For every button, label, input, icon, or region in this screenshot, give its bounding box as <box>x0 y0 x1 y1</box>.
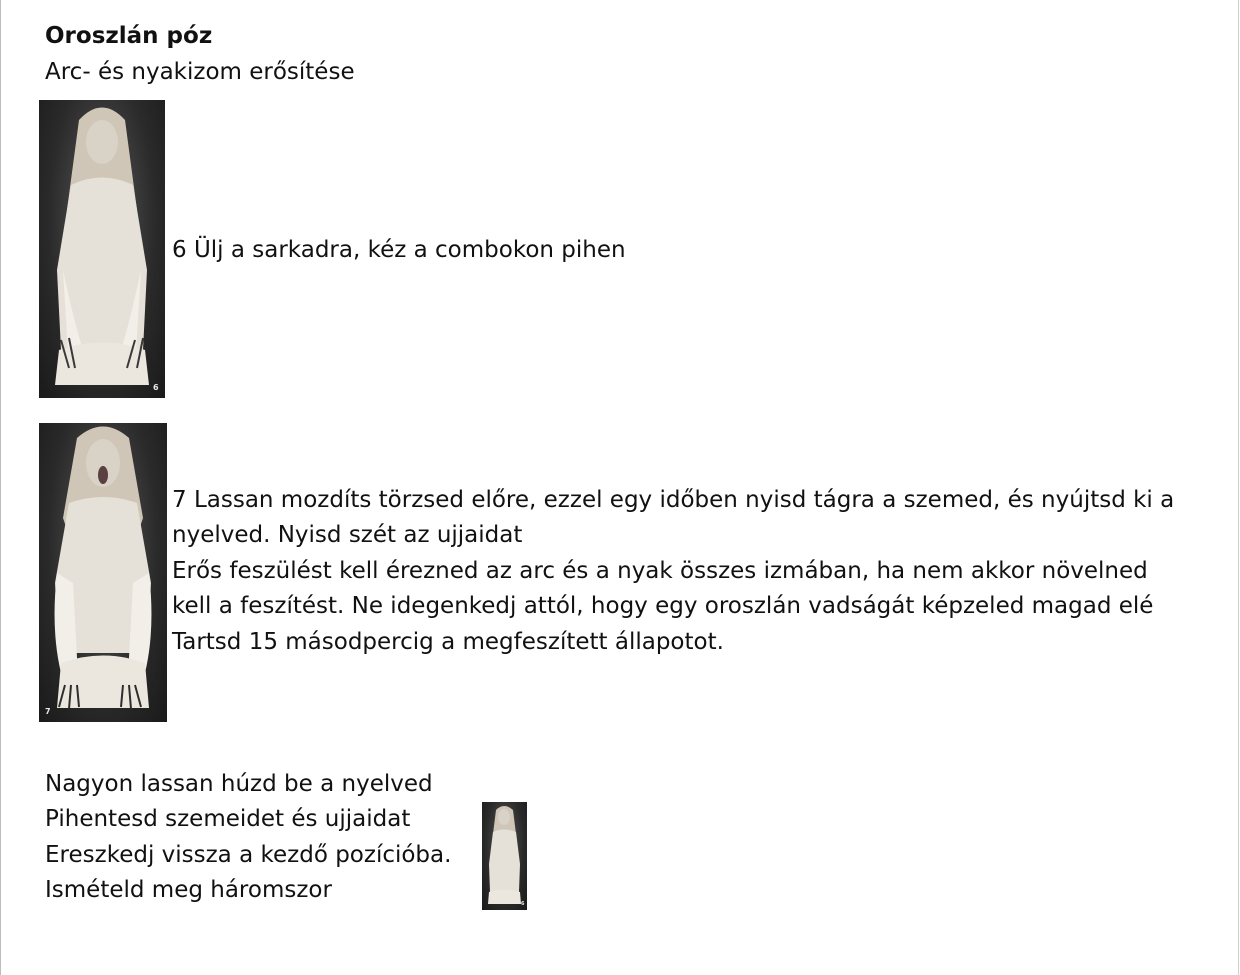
photo-number-6: 6 <box>153 383 159 392</box>
final-line-2: Pihentesd szemeidet és ujjaidat <box>45 806 411 832</box>
final-line-1: Nagyon lassan húzd be a nyelved <box>45 771 433 797</box>
pose-thumbnail <box>482 802 527 910</box>
page-border-left <box>0 0 1 975</box>
final-line-3: Ereszkedj vissza a kezdő pozícióba. <box>45 842 452 868</box>
page-border-right <box>1238 0 1239 975</box>
thumbnail-number: 6 <box>521 901 525 907</box>
photo-number-7: 7 <box>45 707 51 716</box>
pose-photo-lion <box>39 423 167 722</box>
step-7-line-1: 7 Lassan mozdíts törzsed előre, ezzel egy időben nyisd tágra a szemed, és nyújtsd ki a <box>172 487 1175 513</box>
pose-photo-kneeling <box>39 100 165 398</box>
step-7-line-2: nyelved. Nyisd szét az ujjaidat <box>172 522 523 548</box>
final-line-4: Ismételd meg háromszor <box>45 877 332 903</box>
step-7-line-3: Erős feszülést kell érezned az arc és a nyak összes izmában, ha nem akkor növelned <box>172 558 1148 584</box>
step-6-text: 6 Ülj a sarkadra, kéz a combokon pihen <box>172 237 626 263</box>
page-subtitle: Arc- és nyakizom erősítése <box>45 59 355 85</box>
step-7-line-4: kell a feszítést. Ne idegenkedj attól, hogy egy oroszlán vadságát képzeled magad elé <box>172 593 1154 619</box>
page-title: Oroszlán póz <box>45 23 213 49</box>
step-7-line-5: Tartsd 15 másodpercig a megfeszített állapotot. <box>172 629 724 655</box>
